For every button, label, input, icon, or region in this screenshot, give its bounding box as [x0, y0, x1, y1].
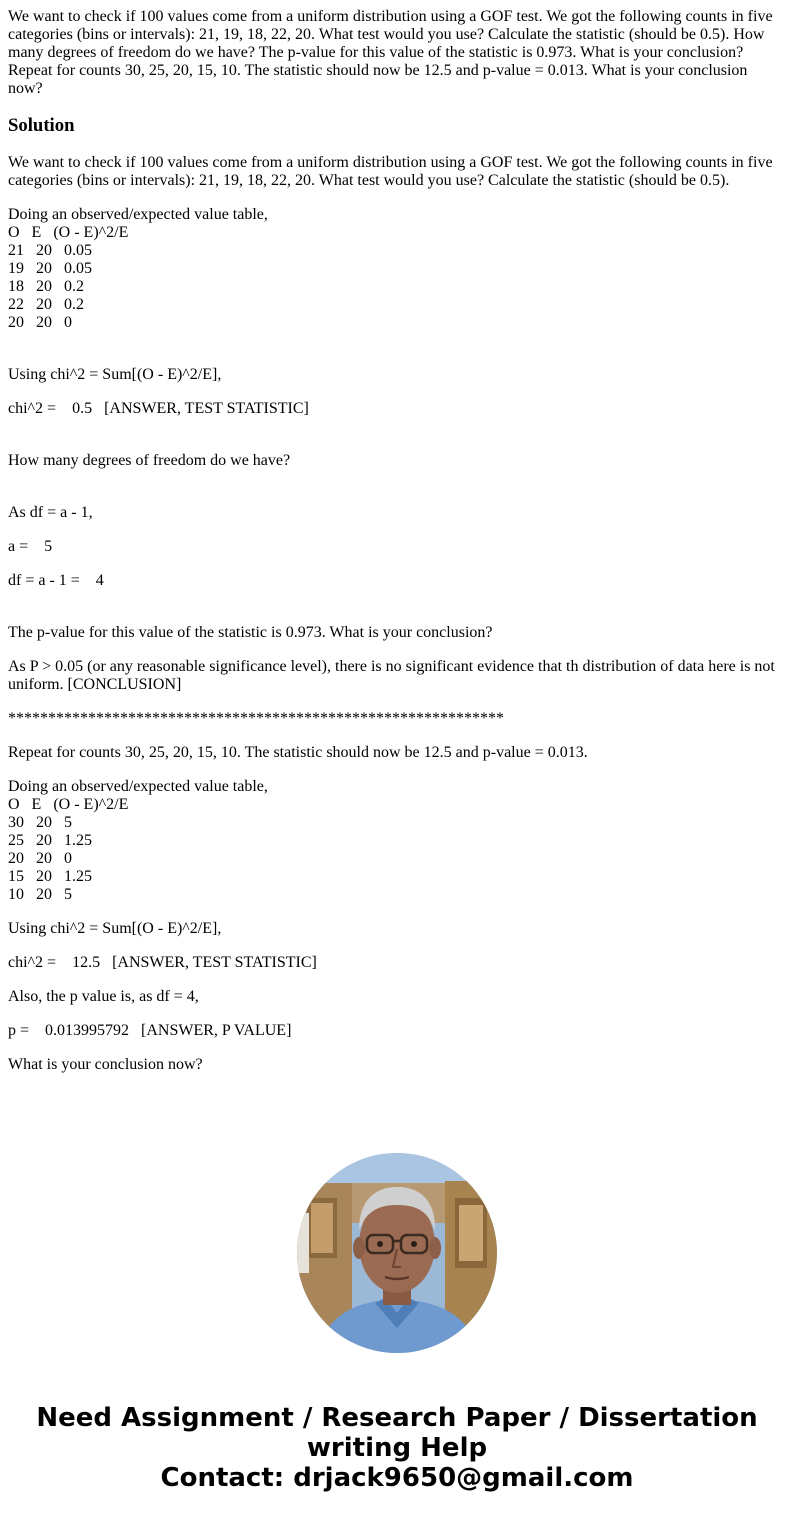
part2-table-row: 10 20 5 [8, 886, 72, 903]
promo-banner [0, 1403, 794, 1493]
question-text: We want to check if 100 values come from a uniform distribution using a GOF test. We got the following counts in five categories (bins or intervals): 21, 19, 18, 22, 20. What test would you use? Calculate the statistic (should be 0.5). How many degrees of freedom do we have? The p-value for this value of the statistic is 0.973. What is your conclusion? Repeat for counts 30, 25, 20, 15, 10. The statistic should now be 12.5 and p-value = 0.013. What is your conclusion now? [8, 8, 773, 97]
part1-chi-answer: chi^2 = 0.5 [ANSWER, TEST STATISTIC] [8, 400, 309, 417]
part2-p-intro: Also, the p value is, as df = 4, [8, 988, 199, 1005]
df-formula: As df = a - 1, [8, 504, 93, 521]
part1-table-row: 20 20 0 [8, 314, 72, 331]
part2-table-row: 30 20 5 [8, 814, 72, 831]
df-question: How many degrees of freedom do we have? [8, 452, 291, 469]
pvalue-question: The p-value for this value of the statistic is 0.973. What is your conclusion? [8, 624, 493, 641]
part2-table-intro: Doing an observed/expected value table, [8, 778, 268, 795]
part1-table-header: O E (O - E)^2/E [8, 224, 129, 241]
part2-p-answer: p = 0.013995792 [ANSWER, P VALUE] [8, 1022, 292, 1039]
separator: ************************************************************** [8, 710, 504, 727]
part1-table-row: 19 20 0.05 [8, 260, 92, 277]
part2-table-row: 25 20 1.25 [8, 832, 92, 849]
part2-table-header: O E (O - E)^2/E [8, 796, 129, 813]
author-portrait-image [297, 1153, 497, 1353]
promo-contact: Contact: drjack9650@gmail.com [160, 1463, 634, 1493]
promo-line-2: writing Help [306, 1433, 488, 1463]
part2-chi-answer: chi^2 = 12.5 [ANSWER, TEST STATISTIC] [8, 954, 317, 971]
part1-chi-formula: Using chi^2 = Sum[(O - E)^2/E], [8, 366, 222, 383]
part1-table-row: 21 20 0.05 [8, 242, 92, 259]
final-question: What is your conclusion now? [8, 1056, 203, 1073]
df-value: df = a - 1 = 4 [8, 572, 104, 589]
part1-conclusion: As P > 0.05 (or any reasonable significance level), there is no significant evidence that th distribution of data here is not uniform. [CONCLUSION] [8, 658, 775, 693]
part1-table-intro: Doing an observed/expected value table, [8, 206, 268, 223]
part1-table-row: 22 20 0.2 [8, 296, 84, 313]
part2-chi-formula: Using chi^2 = Sum[(O - E)^2/E], [8, 920, 222, 937]
part1-table-row: 18 20 0.2 [8, 278, 84, 295]
part2-table-row: 20 20 0 [8, 850, 72, 867]
promo-line-1: Need Assignment / Research Paper / Dissertation [36, 1403, 758, 1433]
part2-table-row: 15 20 1.25 [8, 868, 92, 885]
author-photo [297, 1153, 497, 1353]
part1-restated-question: We want to check if 100 values come from a uniform distribution using a GOF test. We got the following counts in five categories (bins or intervals): 21, 19, 18, 22, 20. What test would you use? Calculate the statistic (should be 0.5). [8, 154, 773, 189]
solution-heading: Solution [8, 115, 75, 136]
part2-restated-question: Repeat for counts 30, 25, 20, 15, 10. The statistic should now be 12.5 and p-value = 0.013. [8, 744, 588, 761]
a-value: a = 5 [8, 538, 53, 555]
